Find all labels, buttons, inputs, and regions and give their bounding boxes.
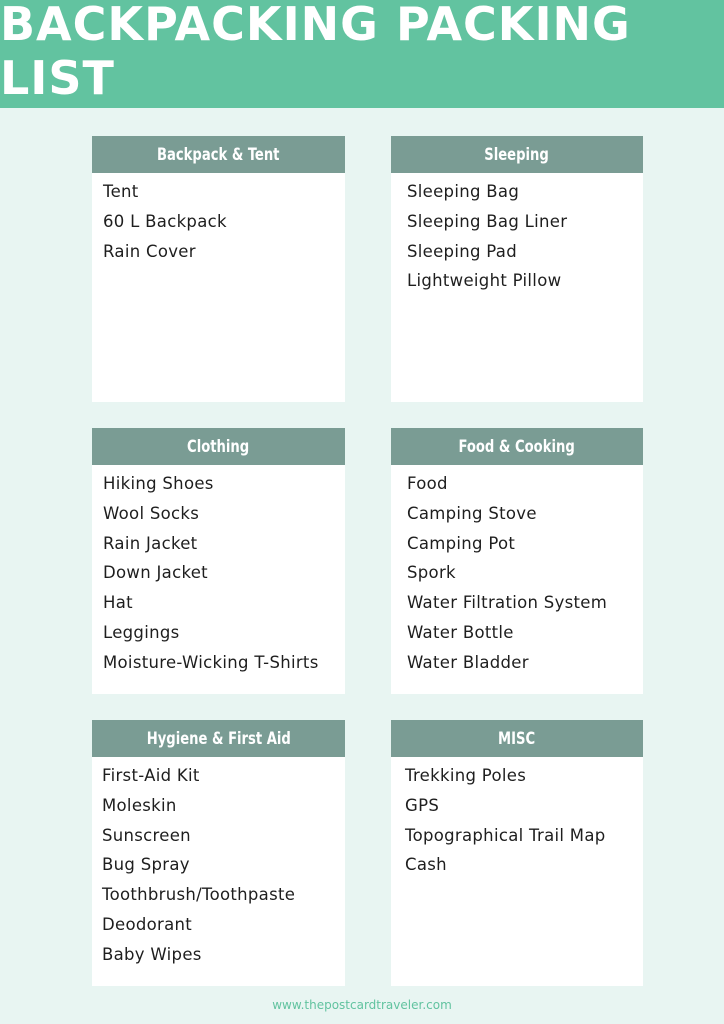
section-food-cooking bbox=[391, 428, 643, 694]
list-item: First-Aid Kit bbox=[102, 766, 200, 785]
list-item: Moleskin bbox=[102, 795, 177, 815]
item-list bbox=[391, 173, 643, 300]
list-item: Down Jacket bbox=[103, 563, 208, 583]
list-item: Camping Pot bbox=[407, 533, 516, 553]
list-item: Tent bbox=[103, 182, 139, 201]
list-item: Wool Socks bbox=[103, 503, 200, 523]
section-heading: MISC bbox=[391, 720, 643, 757]
item-list bbox=[391, 757, 643, 884]
list-item: 60 L Backpack bbox=[103, 211, 227, 231]
list-item: Sleeping Bag bbox=[407, 182, 520, 201]
section-heading: Hygiene & First Aid bbox=[92, 720, 345, 757]
section-sleeping bbox=[391, 136, 643, 402]
list-item: Hiking Shoes bbox=[103, 474, 214, 493]
page-title: BACKPACKING PACKING LIST bbox=[0, 0, 631, 105]
item-list bbox=[92, 173, 345, 270]
list-item: Water Bladder bbox=[407, 652, 529, 672]
list-item: Rain Jacket bbox=[103, 533, 198, 553]
item-list bbox=[92, 465, 345, 682]
section-heading: Backpack & Tent bbox=[92, 136, 345, 173]
list-item: Topographical Trail Map bbox=[405, 825, 606, 845]
section-misc bbox=[391, 720, 643, 986]
list-item: Toothbrush/Toothpaste bbox=[102, 885, 296, 905]
list-item: Leggings bbox=[103, 622, 180, 642]
list-item: Spork bbox=[407, 563, 456, 583]
list-item: Water Filtration System bbox=[407, 593, 608, 613]
list-item: Sleeping Bag Liner bbox=[407, 211, 568, 231]
list-item: Sunscreen bbox=[102, 825, 191, 845]
section-hygiene-first-aid bbox=[92, 720, 345, 986]
list-item: Baby Wipes bbox=[102, 944, 202, 964]
list-item: Moisture-Wicking T-Shirts bbox=[103, 652, 319, 672]
list-item: Lightweight Pillow bbox=[407, 271, 562, 291]
list-item: Deodorant bbox=[102, 914, 193, 934]
section-heading: Food & Cooking bbox=[391, 428, 643, 465]
footer-url: www.thepostcardtraveler.com bbox=[272, 998, 452, 1012]
list-item: Cash bbox=[405, 855, 447, 875]
item-list bbox=[92, 757, 345, 974]
list-item: GPS bbox=[405, 795, 440, 815]
list-item: Bug Spray bbox=[102, 855, 190, 875]
section-heading: Sleeping bbox=[391, 136, 643, 173]
section-backpack-tent bbox=[92, 136, 345, 402]
list-item: Trekking Poles bbox=[405, 766, 527, 785]
page-header bbox=[0, 0, 724, 108]
list-item: Hat bbox=[103, 593, 133, 613]
list-item: Rain Cover bbox=[103, 241, 196, 261]
list-item: Water Bottle bbox=[407, 622, 514, 642]
section-heading: Clothing bbox=[92, 428, 345, 465]
section-clothing bbox=[92, 428, 345, 694]
list-item: Food bbox=[407, 474, 448, 493]
list-item: Camping Stove bbox=[407, 503, 537, 523]
list-item: Sleeping Pad bbox=[407, 241, 517, 261]
item-list bbox=[391, 465, 643, 682]
